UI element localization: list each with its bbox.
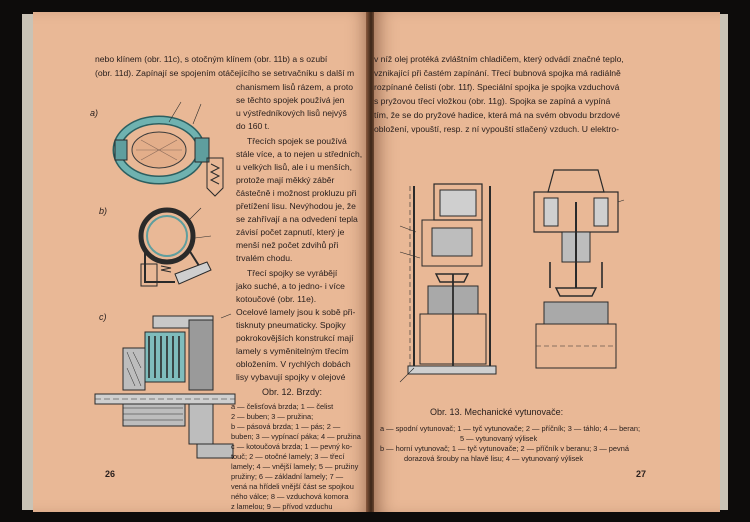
right-top-line-2: vznikající při častém zapínání. Třecí bubnová spojka má radiálně xyxy=(374,68,621,78)
figure-12-caption-line: pružiny; 6 — základní lamely; 7 — xyxy=(231,472,344,481)
figure-12-caption-line: c — kotoučová brzda; 1 — pevný ko- xyxy=(231,442,353,451)
figure-12-caption-line: ného válce; 8 — vzduchová komora xyxy=(231,492,349,501)
page-number-left: 26 xyxy=(105,469,116,479)
figure-label-c: c) xyxy=(99,312,107,322)
figure-label-a: a) xyxy=(90,108,99,118)
left-body-line: Ocelové lamely jsou k sobě při- xyxy=(236,307,356,317)
right-page xyxy=(374,12,720,512)
right-top-line-1: v níž olej protéká zvláštním chladičem, který odvádí značné teplo, xyxy=(374,54,624,64)
right-top-line-5: tím, že se do pryžové hadice, která má na svém obvodu brzdové xyxy=(374,110,621,120)
figure-12-caption-line: buben; 3 — vypínací páka; 4 — pružina xyxy=(231,432,361,441)
figure-12-caption-line: a — čelisťová brzda; 1 — čelist xyxy=(231,402,334,411)
shoe-brake-figure xyxy=(111,92,231,202)
left-body-line: do 160 t. xyxy=(236,121,270,131)
right-top-line-4: s pryžovou třecí vložkou (obr. 11g). Spojka se zapíná a vypíná xyxy=(374,96,611,106)
left-body-line: menší než počet zdvihů při xyxy=(236,240,339,250)
figure-12-caption-title: Obr. 12. Brzdy: xyxy=(262,387,323,397)
left-body-line: protože mají měkký záběr xyxy=(236,175,335,185)
lower-ejector-figure xyxy=(392,156,512,392)
left-body-line: jako suché, a to jedno- i více xyxy=(236,281,345,291)
figure-12-caption-line: b — pásová brzda; 1 — pás; 2 — xyxy=(231,422,341,431)
left-page xyxy=(33,12,370,512)
figure-13-caption-line: b — horní vytunovač; 1 — tyč vytunovače; 2 — příčník v beranu; 3 — pevná xyxy=(380,444,629,453)
figure-13-caption-title: Obr. 13. Mechanické vytunovače: xyxy=(430,407,564,417)
left-body-line: u výstředníkových lisů nejvýš xyxy=(236,108,347,118)
left-body-line: u velkých lisů, ale i u menších, xyxy=(236,162,353,172)
left-body-line: Třecích spojek se používá xyxy=(247,136,347,146)
figure-label-b: b) xyxy=(99,206,108,216)
figure-13-caption-line: a — spodní vytunovač; 1 — tyč vytunovače; 2 — příčník; 3 — táhlo; 4 — beran; xyxy=(380,424,641,433)
left-body-line: se zahřívají a na odvedení tepla xyxy=(236,214,358,224)
page-number-right: 27 xyxy=(636,469,647,479)
left-body-line: chanismem lisů rázem, a proto xyxy=(236,82,354,92)
figure-13-caption-line: dorazová šrouby na hlavě lisu; 4 — vytunovaný výlisek xyxy=(404,454,584,463)
left-body-line: stále více, a to nejen u středních, xyxy=(236,149,363,159)
right-top-line-3: rozpínané čelisti (obr. 11f). Speciální spojka je spojka vzduchová xyxy=(374,82,620,92)
figure-12-caption-line: vená na hřídeli vnější část se spojkou xyxy=(231,482,354,491)
left-body-line: kotoučové (obr. 11e). xyxy=(236,294,317,304)
left-body-line: trvalém chodu. xyxy=(236,253,293,263)
left-body-line: závisí počet zapnutí, který je xyxy=(236,227,345,237)
left-body-line: částečně i možnost prokluzu při xyxy=(236,188,357,198)
left-body-line: lisy vybavují spojky v olejové xyxy=(236,372,346,382)
left-body-line: obložením. V rychlých dobách xyxy=(236,359,351,369)
figure-13-caption-line: 5 — vytunovaný výlisek xyxy=(460,434,538,443)
figure-12-caption-line: lamely; 4 — vnější lamely; 5 — pružiny xyxy=(231,462,359,471)
left-body-line: Třecí spojky se vyrábějí xyxy=(247,268,338,278)
left-body-line: tisknuty pneumaticky. Spojky xyxy=(236,320,346,330)
band-brake-figure xyxy=(115,202,225,302)
upper-ejector-figure xyxy=(526,162,626,374)
figure-12-caption-line: 2 — buben; 3 — pružina; xyxy=(231,412,314,421)
left-body-line: lamely s vyměnitelným třecím xyxy=(236,346,349,356)
left-body-line: pokrokovějších konstrukcí mají xyxy=(236,333,354,343)
left-body-line: se těchto spojek používá jen xyxy=(236,95,345,105)
left-body-line: přetížení lisu. Nevýhodou je, že xyxy=(236,201,356,211)
left-top-line-1: nebo klínem (obr. 11c), s otočným klínem (obr. 11b) a s ozubí xyxy=(95,54,328,64)
left-top-line-2: (obr. 11d). Zapínají se spojením otáčejícího se setrvačníku s další m xyxy=(95,68,355,78)
right-top-line-6: obložení, vpouští, resp. z ní vypouští stlačený vzduch. U elektro- xyxy=(374,124,620,134)
figure-12-caption-line: touč; 2 — otočné lamely; 3 — třecí xyxy=(231,452,345,461)
figure-12-caption-line: z lamelou; 9 — přívod vzduchu xyxy=(231,502,333,511)
disc-brake-figure xyxy=(93,312,243,462)
